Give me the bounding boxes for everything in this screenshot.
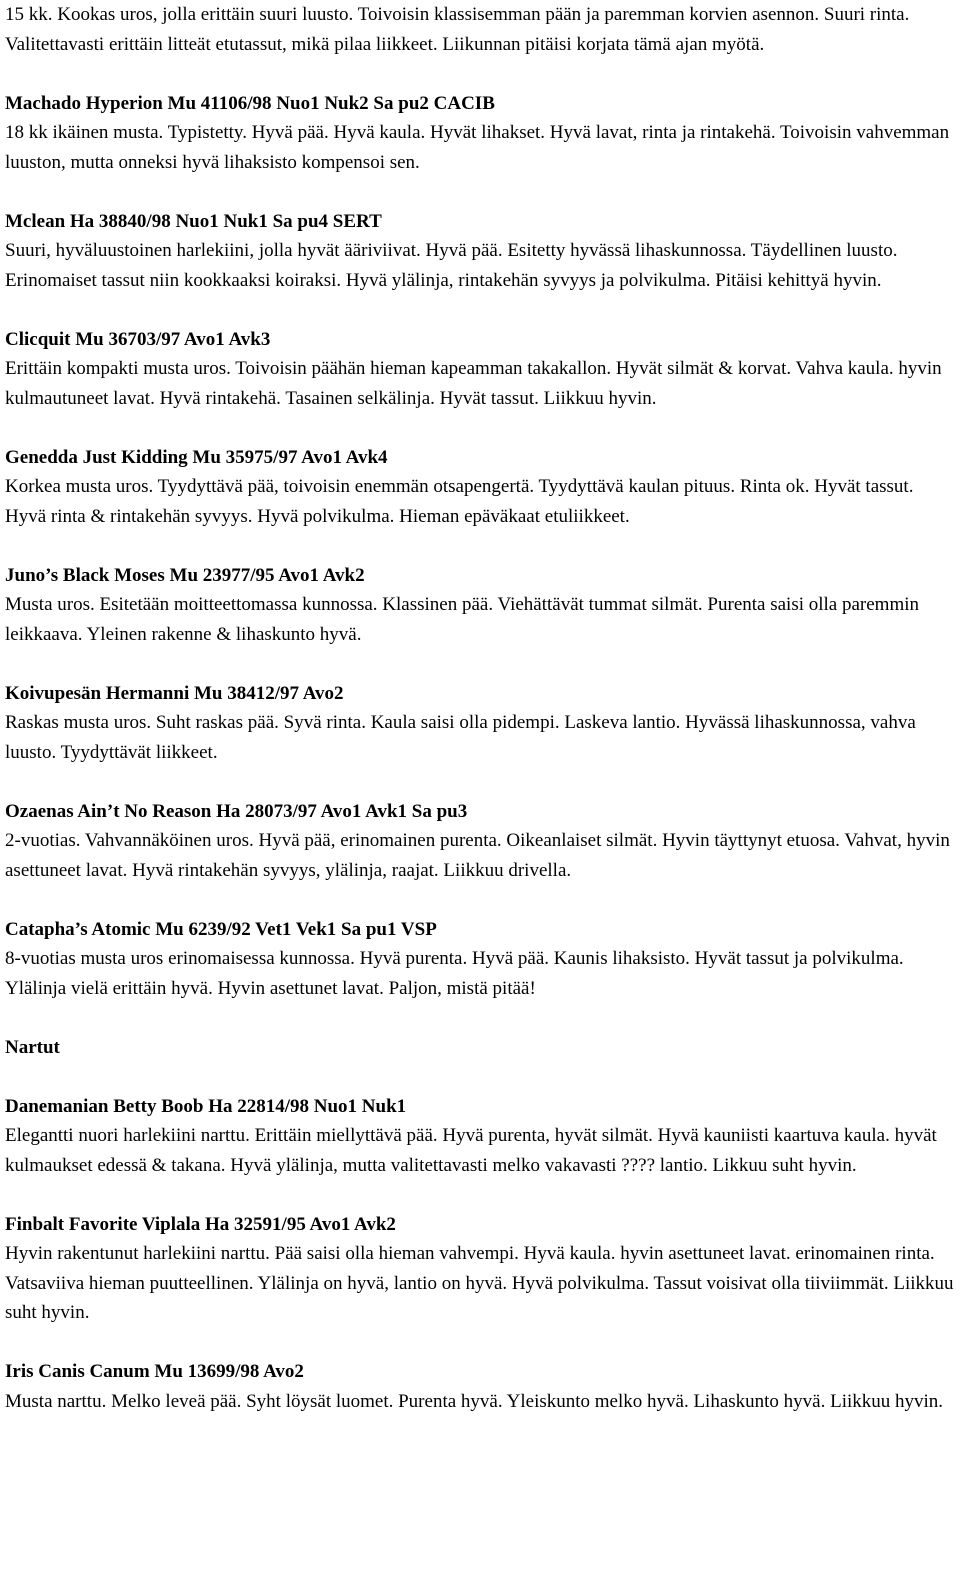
dog-critique: Elegantti nuori harlekiini narttu. Erittäin miellyttävä pää. Hyvä purenta, hyvät silmät. Hyvä kauniisti kaartuva kaula. hyvät kulmaukset edessä & takana. Hyvä ylälinja, mutta valitettavasti melko vakavasti ???? lantio. Likkuu suht hyvin.: [5, 1125, 937, 1176]
dog-title: Clicquit Mu 36703/97 Avo1 Avk3: [5, 328, 271, 350]
dog-title: Catapha’s Atomic Mu 6239/92 Vet1 Vek1 Sa pu1 VSP: [5, 918, 437, 940]
dog-title: Koivupesän Hermanni Mu 38412/97 Avo2: [5, 682, 344, 704]
dog-entry: [5, 1210, 955, 1328]
dog-title: Juno’s Black Moses Mu 23977/95 Avo1 Avk2: [5, 564, 365, 586]
dog-title: Machado Hyperion Mu 41106/98 Nuo1 Nuk2 Sa pu2 CACIB: [5, 92, 495, 114]
dog-entry: [5, 443, 955, 532]
dog-critique: 2-vuotias. Vahvannäköinen uros. Hyvä pää, erinomainen purenta. Oikeanlaiset silmät. Hyvin täyttynyt etuosa. Vahvat, hyvin asettuneet lavat. Hyvä rintakehän syvyys, ylälinja, raajat. Liikkuu drivella.: [5, 830, 950, 881]
document-body: [5, 0, 955, 1446]
dog-entry: [5, 679, 955, 768]
dog-title: Iris Canis Canum Mu 13699/98 Avo2: [5, 1361, 304, 1382]
intro-paragraph: 15 kk. Kookas uros, jolla erittäin suuri luusto. Toivoisin klassisemman pään ja paremman korvien asennon. Suuri rinta. Valitettavasti erittäin litteät etutassut, mikä pilaa liikkeet. Liikunnan pitäisi korjata tämä ajan myötä.: [5, 4, 910, 55]
dog-entry: [5, 797, 955, 886]
dog-critique: Musta uros. Esitetään moitteettomassa kunnossa. Klassinen pää. Viehättävät tummat silmät. Purenta saisi olla paremmin leikkaava. Yleinen rakenne & lihaskunto hyvä.: [5, 594, 920, 645]
dog-title: Ozaenas Ain’t No Reason Ha 28073/97 Avo1 Avk1 Sa pu3: [5, 800, 468, 822]
dog-entry: [5, 1092, 955, 1181]
dog-entry: [5, 207, 955, 296]
females-section-heading: Nartut: [5, 1036, 60, 1058]
males-section: [5, 89, 955, 1004]
dog-critique: Musta narttu. Melko leveä pää. Syht löysät luomet. Purenta hyvä. Yleiskunto melko hyvä. Lihaskunto hyvä. Liikkuu hyvin.: [5, 1390, 944, 1412]
dog-critique: Korkea musta uros. Tyydyttävä pää, toivoisin enemmän otsapengertä. Tyydyttävä kaulan pituus. Rinta ok. Hyvät tassut. Hyvä rinta & rintakehän syvyys. Hyvä polvikulma. Hieman epäväkaat etuliikkeet.: [5, 476, 914, 527]
dog-critique: 18 kk ikäinen musta. Typistetty. Hyvä pää. Hyvä kaula. Hyvät lihakset. Hyvä lavat, rinta ja rintakehä. Toivoisin vahvemman luuston, mutta onneksi hyvä lihaksisto kompensoi sen.: [5, 122, 950, 173]
dog-critique: Raskas musta uros. Suht raskas pää. Syvä rinta. Kaula saisi olla pidempi. Laskeva lantio. Hyvässä lihaskunnossa, vahva luusto. Tyydyttävät liikkeet.: [5, 712, 916, 763]
dog-title: Mclean Ha 38840/98 Nuo1 Nuk1 Sa pu4 SERT: [5, 210, 382, 232]
females-section: [5, 1092, 955, 1417]
dog-title: Genedda Just Kidding Mu 35975/97 Avo1 Avk4: [5, 446, 388, 468]
dog-entry: [5, 915, 955, 1004]
dog-entry: [5, 1357, 955, 1416]
dog-entry: [5, 561, 955, 650]
dog-critique: Suuri, hyväluustoinen harlekiini, jolla hyvät ääriviivat. Hyvä pää. Esitetty hyvässä lihaskunnossa. Täydellinen luusto. Erinomaiset tassut niin kookkaaksi koiraksi. Hyvä ylälinja, rintakehän syvyys ja polvikulma. Pitäisi kehittyä hyvin.: [5, 240, 898, 291]
dog-critique: Hyvin rakentunut harlekiini narttu. Pää saisi olla hieman vahvempi. Hyvä kaula. hyvin asettuneet lavat. erinomainen rinta. Vatsaviiva hieman puutteellinen. Ylälinja on hyvä, lantio on hyvä. Hyvä polvikulma. Tassut voisivat olla tiiviimmät. Liikkuu suht hyvin.: [5, 1243, 954, 1323]
dog-critique: Erittäin kompakti musta uros. Toivoisin päähän hieman kapeamman takakallon. Hyvät silmät & korvat. Vahva kaula. hyvin kulmautuneet lavat. Hyvä rintakehä. Tasainen selkälinja. Hyvät tassut. Liikkuu hyvin.: [5, 358, 942, 409]
dog-critique: 8-vuotias musta uros erinomaisessa kunnossa. Hyvä purenta. Hyvä pää. Kaunis lihaksisto. Hyvät tassut ja polvikulma. Ylälinja vielä erittäin hyvä. Hyvin asettunet lavat. Paljon, mistä pitää!: [5, 948, 904, 999]
dog-title: Finbalt Favorite Viplala Ha 32591/95 Avo1 Avk2: [5, 1213, 396, 1235]
dog-entry: [5, 325, 955, 414]
dog-entry: [5, 89, 955, 178]
dog-title: Danemanian Betty Boob Ha 22814/98 Nuo1 Nuk1: [5, 1095, 407, 1117]
